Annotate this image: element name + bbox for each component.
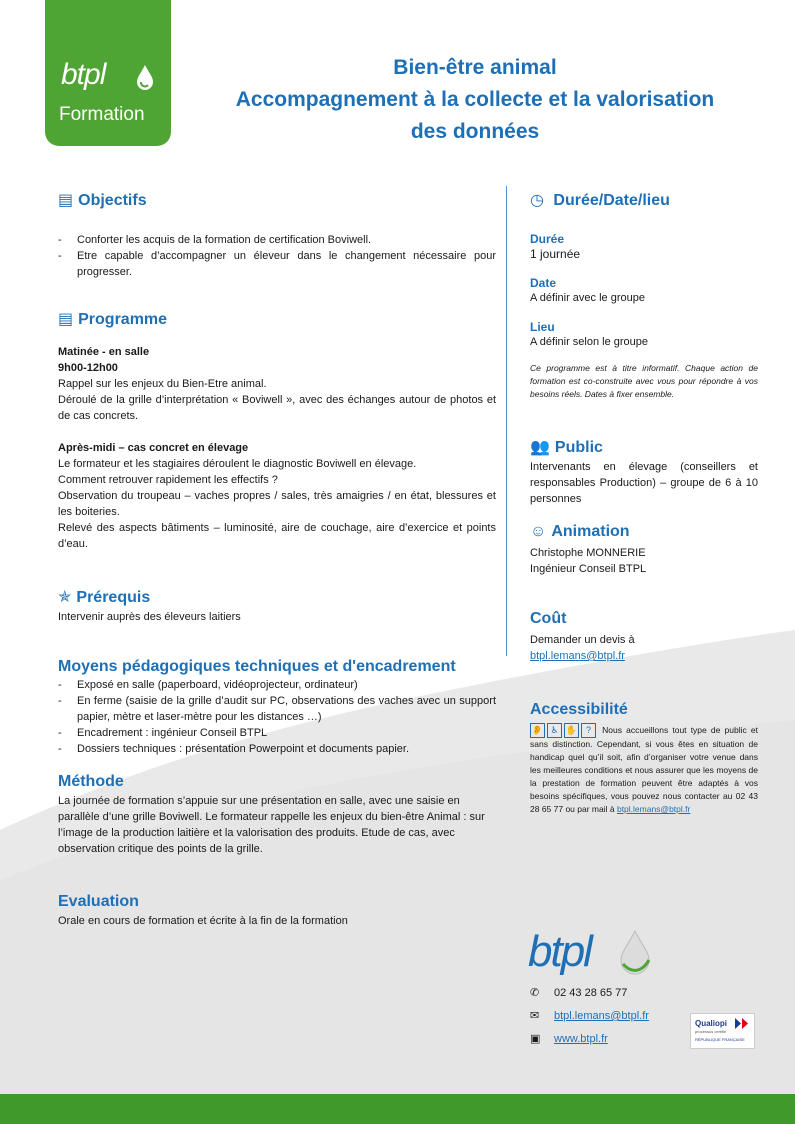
people-icon: 👥	[530, 439, 550, 456]
prerequis-text: Intervenir auprès des éleveurs laitiers	[58, 611, 241, 623]
clock-icon: ◷	[530, 192, 544, 209]
list-item: - En ferme (saisie de la grille d’audit sur PC, observations des vaches avec un support papier, mètre et laser-mètre pour les distances …)	[58, 693, 496, 725]
lieu-value: A définir selon le groupe	[530, 336, 649, 348]
list-item: - Dossiers techniques : présentation Powerpoint et documents papier.	[58, 741, 496, 757]
hearing-icon: 👂	[530, 723, 545, 738]
qualiopi-sub: processus certifié	[695, 1029, 727, 1034]
programme-line: Le formateur et les stagiaires déroulent le diagnostic Boviwell en élevage.	[58, 458, 417, 470]
left-column	[58, 190, 496, 929]
moyens-list	[58, 677, 496, 757]
accessibilite-email-link[interactable]: btpl.lemans@btpl.fr	[616, 804, 691, 814]
programme-line: Déroulé de la grille d’interprétation « Boviwell », avec des échanges autour de photos et de cas concrets.	[58, 394, 496, 422]
duree-label: Durée	[530, 232, 565, 246]
phone-icon: ✆	[530, 987, 540, 999]
programme-line: Relevé des aspects bâtiments – luminosité, aire de couchage, aire d’exercice et points d’eau.	[58, 522, 496, 550]
qualiopi-republique: RÉPUBLIQUE FRANÇAISE	[695, 1037, 745, 1042]
footer-bar	[0, 1094, 795, 1124]
prerequis-heading: ✯ Prérequis	[58, 589, 151, 606]
objectifs-list	[58, 232, 496, 280]
sign-language-icon: ✋	[564, 723, 579, 738]
lieu-label: Lieu	[530, 320, 555, 334]
morning-time: 9h00-12h00	[58, 362, 118, 374]
mail-icon: ✉	[530, 1010, 540, 1022]
cout-email-link[interactable]: btpl.lemans@btpl.fr	[530, 650, 625, 662]
title-line-1: Bien-être animal	[393, 56, 557, 79]
computer-icon: ▣	[530, 1033, 541, 1045]
programme-line: Comment retrouver rapidement les effectifs ?	[58, 474, 278, 486]
qualiopi-badge	[690, 1013, 755, 1049]
morning-title: Matinée - en salle	[58, 346, 150, 358]
cognitive-icon: ?	[581, 723, 596, 738]
public-heading: 👥 Public	[530, 439, 603, 456]
duree-value: 1 journée	[530, 247, 581, 261]
document-icon: ▤	[58, 311, 74, 328]
cout-text: Demander un devis à	[530, 634, 635, 646]
list-item: - Conforter les acquis de la formation de certification Boviwell.	[58, 232, 496, 248]
contact-email	[530, 1008, 680, 1024]
cout-heading: Coût	[530, 610, 567, 627]
qualiopi-arrow-icon	[735, 1018, 749, 1029]
programme-heading: ▤ Programme	[58, 311, 168, 328]
date-label: Date	[530, 276, 557, 290]
animation-role: Ingénieur Conseil BTPL	[530, 563, 647, 575]
title-line-2: Accompagnement à la collecte et la valorisation	[235, 88, 715, 111]
footer-logo	[528, 925, 658, 985]
logo-wordmark: btpl	[61, 58, 106, 91]
list-item: - Exposé en salle (paperboard, vidéoprojecteur, ordinateur)	[58, 677, 496, 693]
footer-email-link[interactable]: btpl.lemans@btpl.fr	[554, 1010, 649, 1022]
header-logo	[45, 0, 171, 146]
footer-website-link[interactable]: www.btpl.fr	[554, 1033, 608, 1045]
drop-icon	[136, 64, 154, 90]
info-note: Ce programme est à titre informatif. Chaque action de formation est co-construite avec vous pour répondre à vos besoins réels. Dates à fixer ensemble.	[530, 363, 758, 399]
contact-phone: ✆ 02 43 28 65 77	[530, 987, 628, 999]
animation-heading: ☺ Animation	[530, 523, 630, 540]
drop-icon	[620, 930, 650, 976]
methode-text: La journée de formation s’appuie sur une présentation en salle, avec une saisie en parallèle d’une grille Boviwell. Le formateur rappelle les enjeux du bien-être Animal : sur l’image de la production laitière et la valorisation des produits. Etude de cas, avec observation critique des points de la grille.	[58, 795, 485, 855]
column-divider	[506, 186, 507, 656]
document-icon: ▤	[58, 192, 74, 209]
footer-logo-wordmark: btpl	[528, 927, 591, 976]
title-line-3: des données	[410, 120, 540, 143]
star-icon: ✯	[58, 589, 72, 606]
qualiopi-label: Qualiopi	[695, 1019, 727, 1028]
list-item: - Etre capable d’accompagner un éleveur dans le changement nécessaire pour progresser.	[58, 248, 496, 280]
animation-name: Christophe MONNERIE	[530, 547, 646, 559]
logo-subtitle: Formation	[59, 104, 145, 125]
accessibilite-heading: Accessibilité	[530, 701, 628, 718]
afternoon-title: Après-midi – cas concret en élevage	[58, 442, 249, 454]
smiley-icon: ☺	[530, 523, 547, 540]
contact-website	[530, 1031, 680, 1047]
duree-heading: ◷ Durée/Date/lieu	[530, 192, 670, 209]
page-title	[180, 52, 770, 148]
programme-body	[58, 344, 496, 552]
programme-line: Rappel sur les enjeux du Bien-Etre animal.	[58, 378, 267, 390]
methode-heading: Méthode	[58, 773, 124, 790]
evaluation-text: Orale en cours de formation et écrite à la fin de la formation	[58, 915, 348, 927]
moyens-heading: Moyens pédagogiques techniques et d'encadrement	[58, 658, 456, 675]
date-value: A définir avec le groupe	[530, 292, 645, 304]
accessibilite-text: 👂 ♿ ✋ ? Nous accueillons tout type de public et sans distinction. Cependant, si vous êtes en situation de handicap quel qu’il soit, afin d’organiser votre venue dans les meilleures conditions et nous assurer que les moyens de la prestation de formation peuvent être adaptés à vos besoins spécifiques, vous pouvez nous contacter au 02 43 28 65 77 ou par mail à btpl.lemans@btpl.fr	[530, 724, 758, 814]
wheelchair-icon: ♿	[547, 723, 562, 738]
public-text: Intervenants en élevage (conseillers et responsables Production) – groupe de 6 à 10 personnes	[530, 461, 758, 505]
footer-contact	[530, 985, 680, 1047]
evaluation-heading: Evaluation	[58, 893, 139, 910]
objectifs-heading: ▤ Objectifs	[58, 192, 147, 209]
programme-line: Observation du troupeau – vaches propres / sales, très amaigries / en état, blessures et les boiteries.	[58, 490, 496, 518]
list-item: - Encadrement : ingénieur Conseil BTPL	[58, 725, 496, 741]
right-column	[530, 190, 758, 816]
